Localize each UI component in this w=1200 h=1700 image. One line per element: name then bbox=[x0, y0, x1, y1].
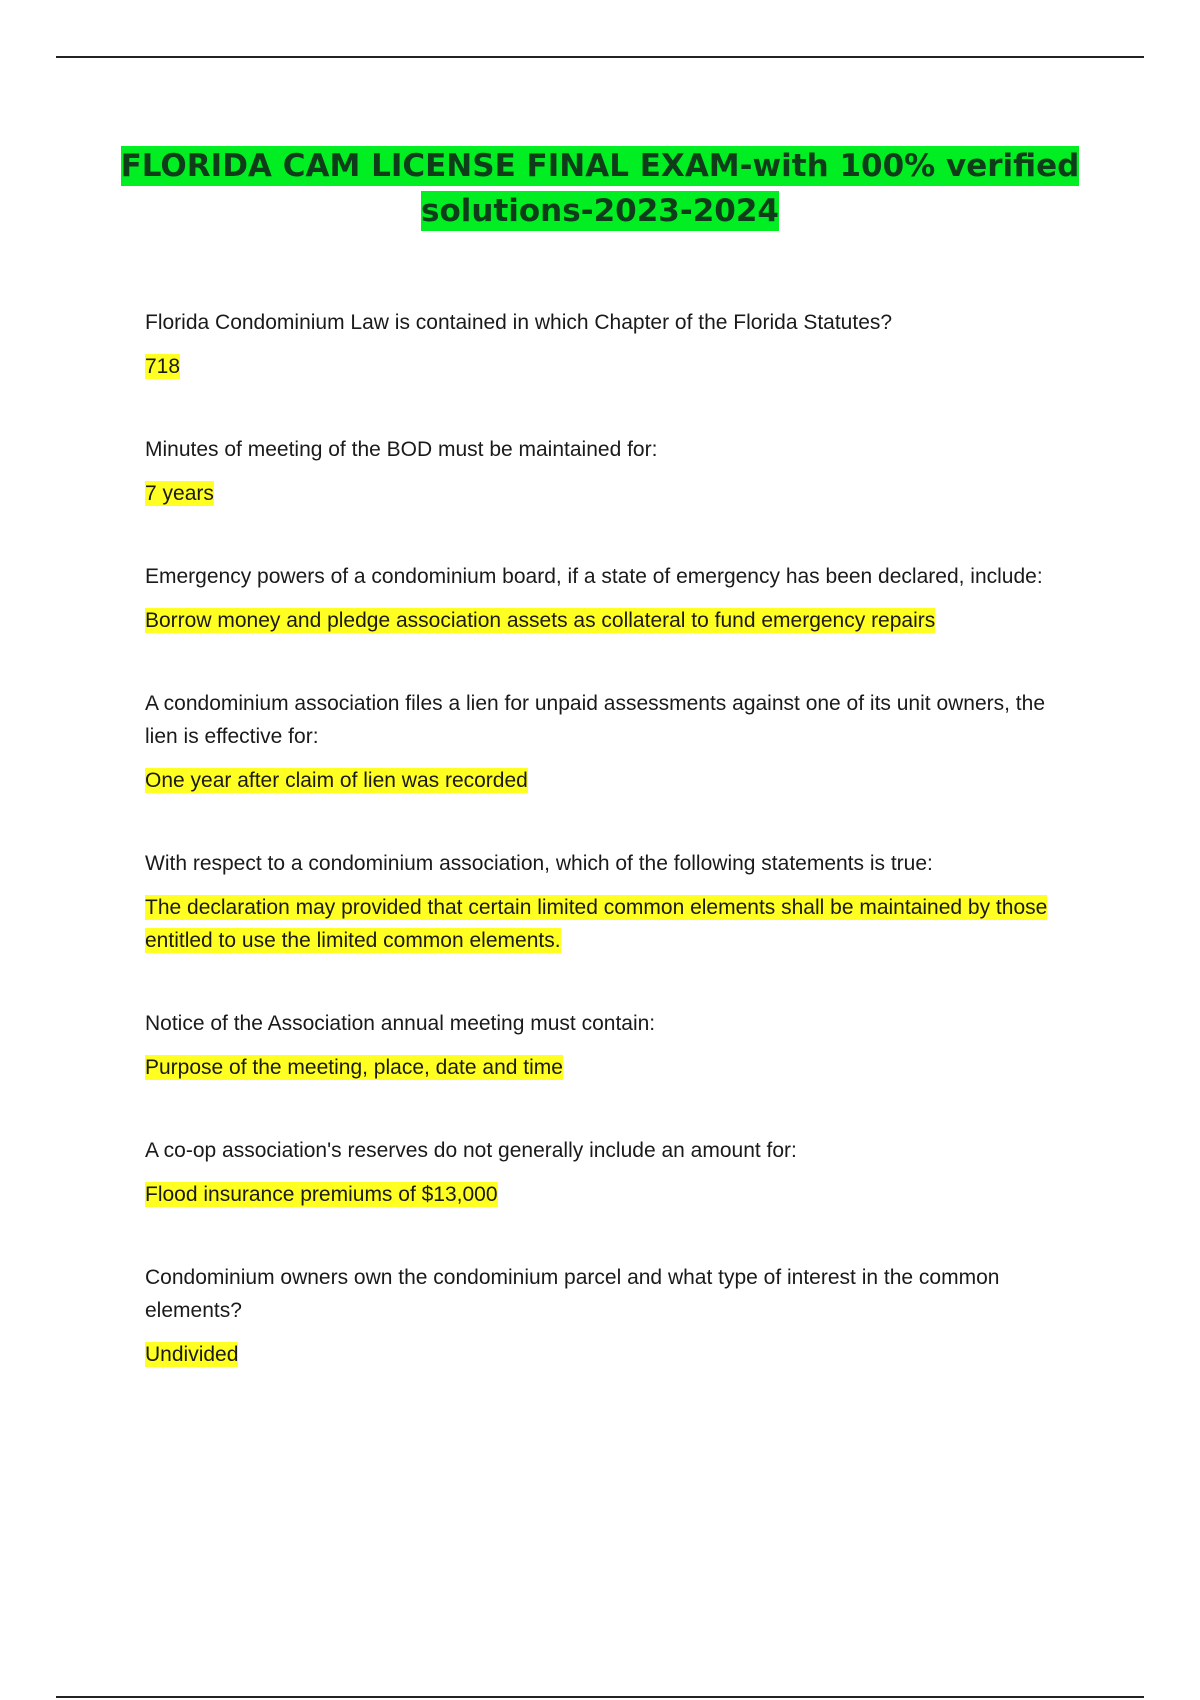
answer-text: The declaration may provided that certain limited common elements shall be maintained by those entitled to use the limited common elements. bbox=[145, 896, 1048, 952]
answer-text: 718 bbox=[145, 355, 181, 378]
qa-item bbox=[145, 306, 1075, 383]
question-text: A co-op association's reserves do not generally include an amount for: bbox=[145, 1139, 797, 1162]
answer bbox=[145, 350, 1075, 383]
qa-item bbox=[145, 1261, 1075, 1371]
document-title bbox=[100, 144, 1100, 234]
answer bbox=[145, 764, 1075, 797]
answer bbox=[145, 891, 1075, 957]
answer-text: Flood insurance premiums of $13,000 bbox=[145, 1183, 498, 1206]
answer-text: Purpose of the meeting, place, date and time bbox=[145, 1056, 563, 1079]
answer bbox=[145, 1338, 1075, 1371]
answer-text: Undivided bbox=[145, 1343, 239, 1366]
qa-item bbox=[145, 687, 1075, 797]
qa-item bbox=[145, 847, 1075, 957]
qa-item bbox=[145, 560, 1075, 637]
question-text: Notice of the Association annual meeting must contain: bbox=[145, 1012, 656, 1035]
question-text: Minutes of meeting of the BOD must be maintained for: bbox=[145, 438, 658, 461]
question-text: A condominium association files a lien for unpaid assessments against one of its unit owners, the lien is effective for: bbox=[145, 692, 1045, 748]
bottom-rule bbox=[56, 1696, 1144, 1698]
qa-item bbox=[145, 1134, 1075, 1211]
question-text: Florida Condominium Law is contained in which Chapter of the Florida Statutes? bbox=[145, 311, 893, 334]
top-rule bbox=[56, 56, 1144, 58]
answer-text: 7 years bbox=[145, 482, 214, 505]
answer bbox=[145, 1178, 1075, 1211]
answer bbox=[145, 1051, 1075, 1084]
answer bbox=[145, 477, 1075, 510]
answer bbox=[145, 604, 1075, 637]
qa-item bbox=[145, 1007, 1075, 1084]
question-text: With respect to a condominium association, which of the following statements is true: bbox=[145, 852, 933, 875]
question-text: Condominium owners own the condominium parcel and what type of interest in the common elements? bbox=[145, 1266, 1000, 1322]
answer-text: Borrow money and pledge association assets as collateral to fund emergency repairs bbox=[145, 609, 936, 632]
question-text: Emergency powers of a condominium board, if a state of emergency has been declared, include: bbox=[145, 565, 1043, 588]
qa-item bbox=[145, 433, 1075, 510]
qa-list bbox=[145, 306, 1075, 1371]
answer-text: One year after claim of lien was recorded bbox=[145, 769, 528, 792]
document-title-text: FLORIDA CAM LICENSE FINAL EXAM-with 100% verified solutions-2023-2024 bbox=[120, 148, 1080, 229]
